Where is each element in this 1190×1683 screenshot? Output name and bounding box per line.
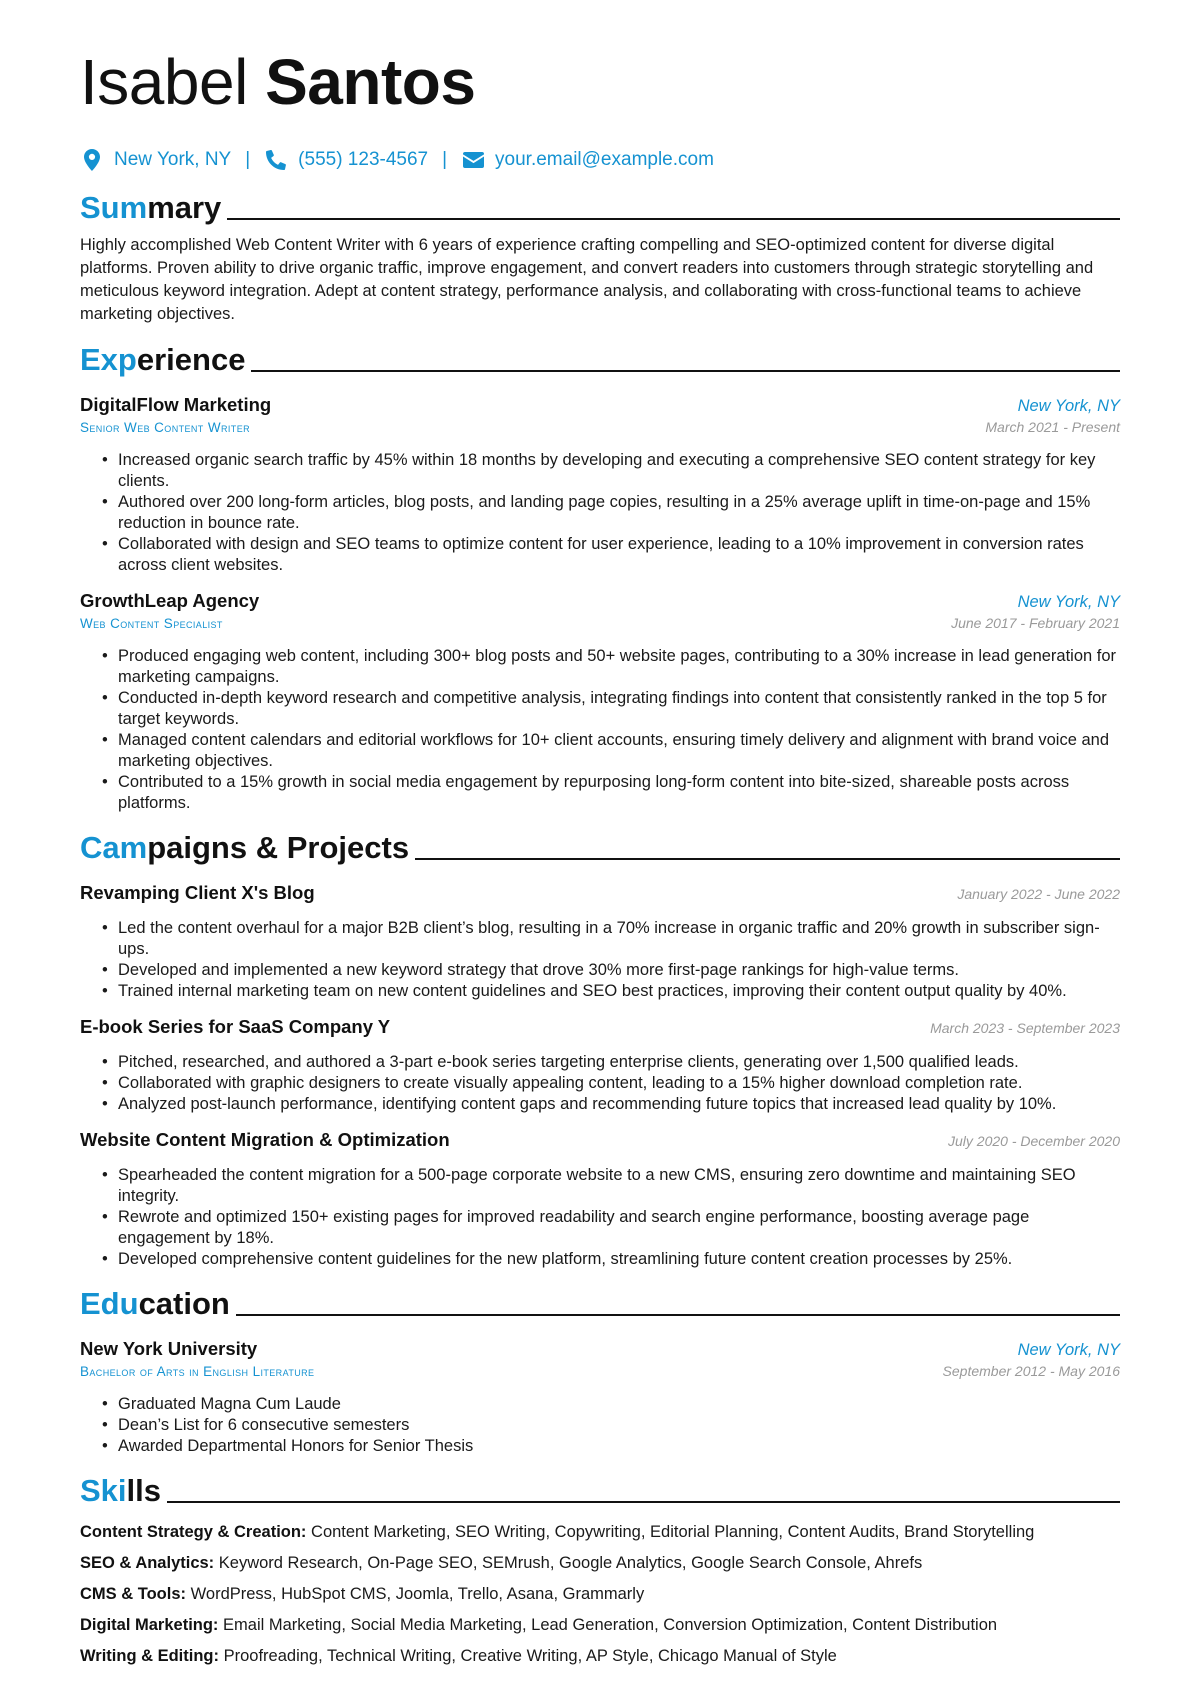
list-item: • Developed comprehensive content guidelines for the new platform, streamlining future content creation processes by 25%. [102, 1249, 1120, 1270]
skill-label: CMS & Tools: [80, 1585, 187, 1603]
project-dates: January 2022 - June 2022 [957, 886, 1120, 902]
list-item: • Pitched, researched, and authored a 3-part e-book series targeting enterprise clients, generating over 1,500 qualified leads. [102, 1052, 1120, 1073]
resume-page [80, 0, 1120, 1676]
skill-value: Content Marketing, SEO Writing, Copywriting, Editorial Planning, Content Audits, Brand Storytelling [311, 1523, 1035, 1541]
company-name: DigitalFlow Marketing [80, 394, 272, 415]
skill-label: Content Strategy & Creation: [80, 1523, 307, 1541]
section-rule [251, 370, 1120, 372]
list-item: • Analyzed post-launch performance, identifying content gaps and recommending future topics that increased lead quality by 10%. [102, 1094, 1120, 1115]
project-bullets [102, 918, 1120, 1002]
projects-title-accent: Cam [80, 830, 148, 865]
email-link[interactable]: your.email@example.com [495, 149, 714, 170]
job-bullets [102, 646, 1120, 814]
skill-row [80, 1583, 1120, 1606]
first-name: Isabel [80, 46, 248, 118]
list-item: • Awarded Departmental Honors for Senior Thesis [102, 1436, 1120, 1457]
list-item: • Authored over 200 long-form articles, blog posts, and landing page copies, resulting in a 25% average uplift in time-on-page and 15% reduction in bounce rate. [102, 492, 1120, 534]
degree: Bachelor of Arts in English Literature [80, 1364, 315, 1379]
summary-heading [80, 184, 1120, 228]
job-dates: June 2017 - February 2021 [951, 615, 1120, 631]
list-item: • Collaborated with design and SEO teams to optimize content for user experience, leading to a 10% improvement in conversion rates across client websites. [102, 534, 1120, 576]
skill-value: Email Marketing, Social Media Marketing, Lead Generation, Conversion Optimization, Content Distribution [223, 1616, 998, 1634]
company-name: GrowthLeap Agency [80, 590, 260, 611]
summary-title-rest: mary [147, 190, 222, 225]
education-title-accent: Edu [80, 1286, 139, 1321]
skills-title-accent: Ski [80, 1473, 127, 1508]
candidate-name [80, 38, 1120, 126]
experience-title-rest: erience [136, 342, 246, 377]
education-dates: September 2012 - May 2016 [942, 1363, 1120, 1379]
skill-row [80, 1521, 1120, 1544]
skills-list [80, 1521, 1120, 1668]
list-item: • Rewrote and optimized 150+ existing pages for improved readability and search engine performance, boosting average page engagement by 18%. [102, 1207, 1120, 1249]
skill-label: SEO & Analytics: [80, 1554, 215, 1572]
contact-phone [264, 148, 428, 172]
section-rule [236, 1314, 1120, 1316]
list-item: • Conducted in-depth keyword research and competitive analysis, integrating findings into content that consistently ranked in the top 5 for target keywords. [102, 688, 1120, 730]
experience-entry [80, 392, 1120, 576]
list-item: • Increased organic search traffic by 45% within 18 months by developing and executing a comprehensive SEO content strategy for key clients. [102, 450, 1120, 492]
project-name: E-book Series for SaaS Company Y [80, 1016, 391, 1037]
project-bullets [102, 1052, 1120, 1115]
list-item: • Produced engaging web content, including 300+ blog posts and 50+ website pages, contributing to a 30% increase in lead generation for marketing campaigns. [102, 646, 1120, 688]
section-rule [227, 218, 1120, 220]
list-item: • Dean’s List for 6 consecutive semesters [102, 1415, 1120, 1436]
job-location: New York, NY [1017, 397, 1120, 415]
summary-text: Highly accomplished Web Content Writer with 6 years of experience crafting compelling and SEO-optimized content for diverse digital platforms. Proven ability to drive organic traffic, improve engagement, and convert readers into customers through strategic storytelling and meticulous keyword integration. Adept at content strategy, performance analysis, and collaborating with cross-functional teams to achieve marketing objectives. [80, 236, 1094, 323]
map-pin-icon [80, 148, 104, 172]
skill-row [80, 1614, 1120, 1637]
skills-title-rest: lls [126, 1473, 161, 1508]
project-dates: March 2023 - September 2023 [930, 1020, 1120, 1036]
project-entry [80, 1014, 1120, 1115]
education-bullets [102, 1394, 1120, 1457]
skill-value: Keyword Research, On-Page SEO, SEMrush, Google Analytics, Google Search Console, Ahrefs [218, 1554, 923, 1572]
list-item: • Trained internal marketing team on new content guidelines and SEO best practices, improving their content output quality by 40%. [102, 981, 1120, 1002]
skill-label: Digital Marketing: [80, 1616, 219, 1634]
contact-line [80, 146, 1120, 174]
project-name: Website Content Migration & Optimization [80, 1129, 450, 1150]
job-role: Senior Web Content Writer [80, 420, 250, 435]
experience-title-accent: Exp [80, 342, 137, 377]
projects-title-rest: paigns & Projects [147, 830, 410, 865]
skill-row [80, 1552, 1120, 1575]
school-name: New York University [80, 1338, 258, 1359]
list-item: • Led the content overhaul for a major B2B client’s blog, resulting in a 70% increase in organic traffic and 20% growth in subscriber sign-ups. [102, 918, 1120, 960]
experience-entry [80, 588, 1120, 814]
list-item: • Graduated Magna Cum Laude [102, 1394, 1120, 1415]
job-dates: March 2021 - Present [985, 419, 1120, 435]
job-bullets [102, 450, 1120, 576]
projects-heading [80, 824, 1120, 868]
list-item: • Developed and implemented a new keyword strategy that drove 30% more first-page rankings for high-value terms. [102, 960, 1120, 981]
education-heading [80, 1280, 1120, 1324]
contact-location [80, 148, 231, 172]
skills-heading [80, 1467, 1120, 1511]
list-item: • Spearheaded the content migration for a 500-page corporate website to a new CMS, ensuring zero downtime and maintaining SEO integrity. [102, 1165, 1120, 1207]
skill-value: Proofreading, Technical Writing, Creative Writing, AP Style, Chicago Manual of Style [223, 1647, 837, 1665]
summary-title-accent: Sum [80, 190, 148, 225]
phone-icon [264, 148, 288, 172]
list-item: • Managed content calendars and editorial workflows for 10+ client accounts, ensuring timely delivery and alignment with brand voice and marketing objectives. [102, 730, 1120, 772]
education-title-rest: cation [138, 1286, 230, 1321]
phone-text: (555) 123-4567 [298, 149, 429, 170]
list-item: • Contributed to a 15% growth in social media engagement by repurposing long-form content into bite-sized, shareable posts across platforms. [102, 772, 1120, 814]
project-name: Revamping Client X's Blog [80, 882, 315, 903]
last-name: Santos [265, 46, 476, 118]
skill-label: Writing & Editing: [80, 1647, 220, 1665]
section-rule [415, 858, 1120, 860]
project-bullets [102, 1165, 1120, 1270]
project-entry [80, 1127, 1120, 1270]
contact-separator: | [442, 149, 448, 170]
contact-separator: | [245, 149, 251, 170]
skill-value: WordPress, HubSpot CMS, Joomla, Trello, Asana, Grammarly [190, 1585, 645, 1603]
job-role: Web Content Specialist [80, 616, 223, 631]
skill-row [80, 1645, 1120, 1668]
section-rule [167, 1501, 1120, 1503]
job-location: New York, NY [1017, 593, 1120, 611]
experience-heading [80, 336, 1120, 380]
education-entry [80, 1336, 1120, 1457]
project-dates: July 2020 - December 2020 [948, 1133, 1120, 1149]
project-entry [80, 880, 1120, 1002]
school-location: New York, NY [1017, 1341, 1120, 1359]
location-text: New York, NY [114, 149, 232, 170]
contact-email [461, 148, 714, 172]
list-item: • Collaborated with graphic designers to create visually appealing content, leading to a 15% higher download completion rate. [102, 1073, 1120, 1094]
envelope-icon [461, 148, 485, 172]
